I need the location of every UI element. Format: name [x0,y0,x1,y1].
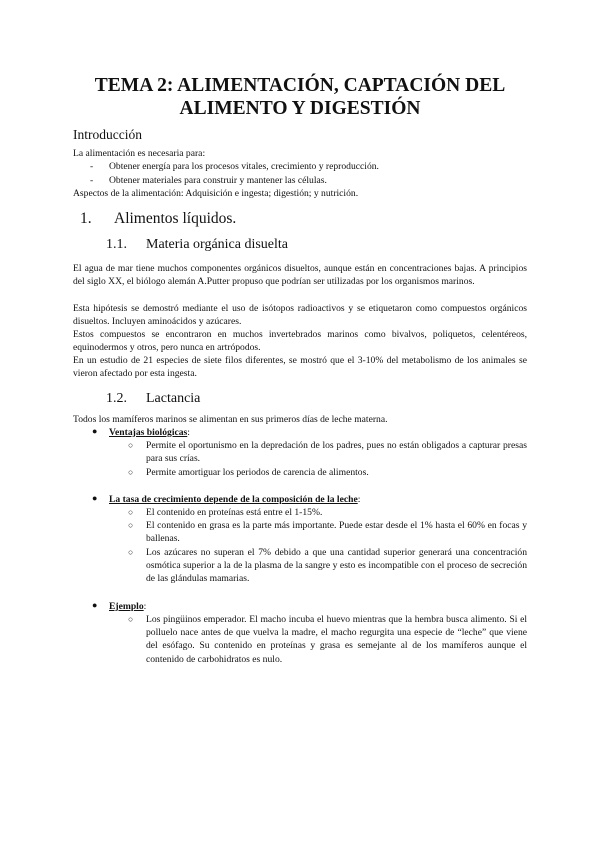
sub-bullet-text: Los azúcares no superan el 7% debido a que una cantidad superior generará una concentración osmótica superior a la de la plasma de la sangre y esto es incompatible con el proceso de secreción de las glándulas mamarias. [146,547,527,585]
intro-aspects: Aspectos de la alimentación: Adquisición e ingesta; digestión; y nutrición. [73,188,359,199]
title-line-1: TEMA 2: ALIMENTACIÓN, CAPTACIÓN DEL [94,75,506,96]
sub-bullet-marker: ○ [128,440,134,450]
colon: : [187,427,190,438]
paragraph: El agua de mar tiene muchos componentes orgánicos disueltos, aunque están en concentraciones bajas. A principios del siglo XX, el biólogo alemán A.Putter propuso que podrían ser utilizadas por los organismos marinos. [73,263,527,287]
section-title: Lactancia [146,391,201,406]
bullet-marker: ● [92,426,98,436]
paragraph: Esta hipótesis se demostró mediante el uso de isótopos radioactivos y se etiquetaron como compuestos orgánicos disueltos. Incluyen aminoácidos y azúcares. [73,303,527,327]
colon: : [143,601,147,612]
section-number: 1.1. [106,237,127,252]
colon: : [357,494,361,505]
intro-lead: La alimentación es necesaria para: [73,148,206,159]
paragraph: En un estudio de 21 especies de siete filos diferentes, se mostró que el 3-10% del metabolismo de los animales se vieron afectado por esta ingesta. [73,355,527,379]
dash-marker: - [90,161,94,172]
section-title: Alimentos líquidos. [114,210,237,227]
sub-bullet-text: El contenido en proteínas está entre el 1-15%. [146,507,323,518]
dash-marker: - [90,175,94,186]
intro-item: Obtener energía para los procesos vitales, crecimiento y reproducción. [109,161,379,172]
lactancia-lead: Todos los mamíferos marinos se alimentan en sus primeros días de leche materna. [73,414,388,425]
section-title: Materia orgánica disuelta [146,237,289,252]
sub-bullet-text: El contenido en grasa es la parte más importante. Puede estar desde el 1% hasta el 60% en focas y ballenas. [146,520,527,545]
section-1-2-heading [106,391,200,407]
bullet-tasa [109,493,360,506]
intro-item: Obtener materiales para construir y mantener las células. [109,175,327,186]
sub-bullet-marker: ○ [128,614,134,624]
sub-bullet-marker: ○ [128,520,134,530]
sub-bullet-text: Permite el oportunismo en la depredación de los padres, pues no están obligados a capturar presas para sus crías. [146,440,527,465]
bullet-marker: ● [92,493,98,503]
bullet-label: Ejemplo [109,601,144,612]
bullet-ejemplo [109,600,146,613]
sub-bullet-text: Permite amortiguar los periodos de carencia de alimentos. [146,467,369,478]
bullet-label: La tasa de crecimiento depende de la composición de la leche [109,494,358,505]
sub-bullet-marker: ○ [128,507,134,517]
sub-bullet-marker: ○ [128,547,134,557]
paragraph: Estos compuestos se encontraron en muchos invertebrados marinos como bivalvos, poliquetos, celentéreos, equinodermos y otros, pero nunca en artrópodos. [73,329,527,353]
title-line-2: ALIMENTO Y DIGESTIÓN [179,98,421,119]
section-1-heading [80,210,236,228]
intro-heading: Introducción [73,127,142,142]
bullet-ventajas [109,426,190,439]
bullet-label: Ventajas biológicas [109,427,188,438]
section-number: 1.2. [106,391,127,406]
section-1-1-heading [106,237,288,253]
document-title [60,74,540,120]
bullet-marker: ● [92,600,98,610]
sub-bullet-text: Los pingüinos emperador. El macho incuba el huevo mientras que la hembra busca alimento. Si el polluelo nace antes de que vuelva la madre, el macho regurgita una especie de “leche” que viene del esófago. Su contenido en proteínas y grasa es semejante al de los mamíferos aunque el contenido de carbohidratos es nulo. [146,614,527,665]
section-number: 1. [80,210,92,227]
sub-bullet-marker: ○ [128,467,134,477]
